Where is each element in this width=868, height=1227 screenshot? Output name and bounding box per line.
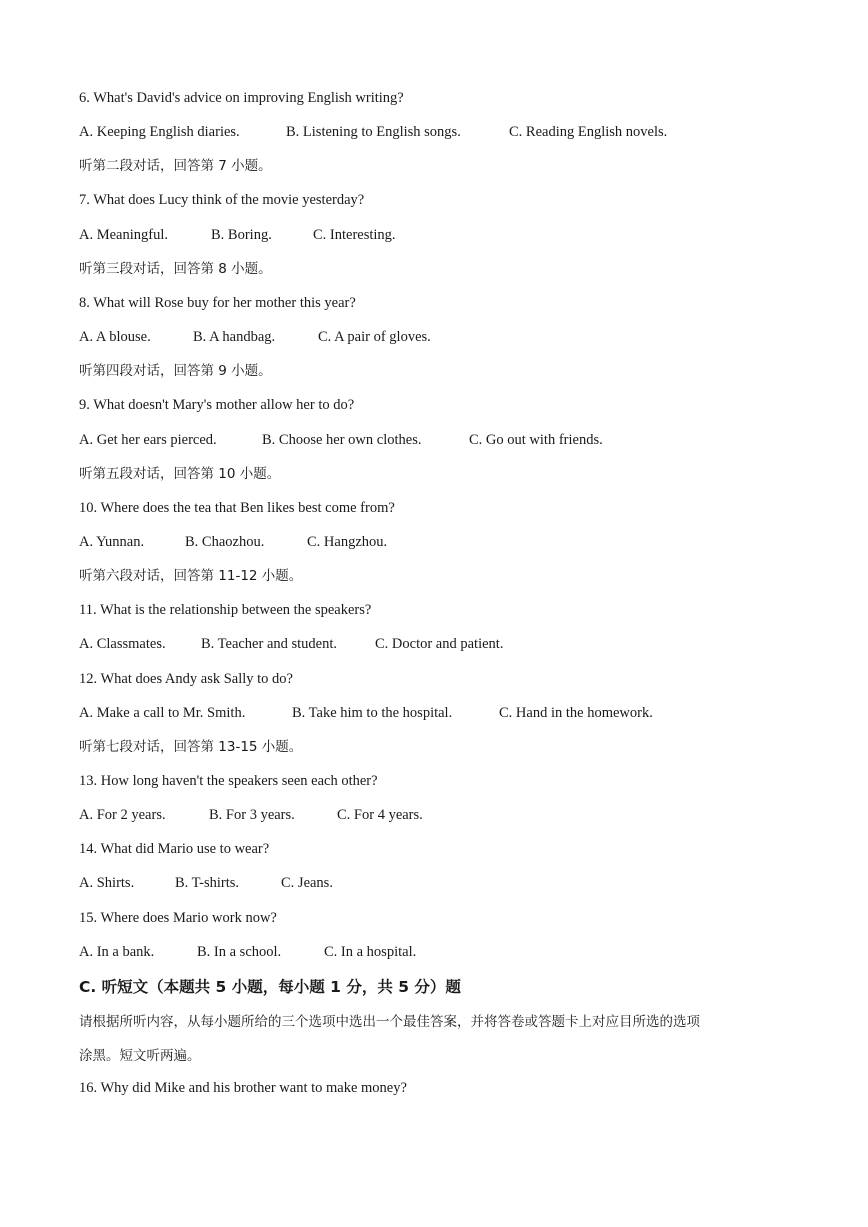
section-instruction: 听第六段对话，回答第 11-12 小题。 — [79, 568, 303, 584]
option-b: B. T-shirts. — [175, 875, 240, 891]
section-instruction: 听第二段对话，回答第 7 小题。 — [79, 158, 272, 174]
option-a: A. A blouse. — [79, 329, 151, 345]
option-b: B. Listening to English songs. — [286, 124, 461, 140]
option-a: A. In a bank. — [79, 944, 155, 960]
option-c: C. Hangzhou. — [307, 534, 388, 550]
question-text: 13. How long haven't the speakers seen each other? — [79, 773, 378, 789]
option-b: B. Choose her own clothes. — [262, 432, 422, 448]
option-c: C. For 4 years. — [337, 807, 423, 823]
question-text: 11. What is the relationship between the speakers? — [79, 602, 372, 618]
question-text: 9. What doesn't Mary's mother allow her to do? — [79, 397, 355, 413]
option-c: C. Interesting. — [313, 227, 396, 243]
question-text: 15. Where does Mario work now? — [79, 910, 277, 926]
option-b: B. Chaozhou. — [185, 534, 265, 550]
option-c: C. Reading English novels. — [509, 124, 668, 140]
section-c-instruction-line2: 涂黑。短文听两遍。 — [79, 1048, 201, 1064]
section-instruction: 听第三段对话，回答第 8 小题。 — [79, 261, 272, 277]
option-a: A. Yunnan. — [79, 534, 145, 550]
section-instruction: 听第五段对话，回答第 10 小题。 — [79, 466, 281, 482]
question-16: 16. Why did Mike and his brother want to make money? — [79, 1080, 407, 1096]
option-b: B. Teacher and student. — [201, 636, 338, 652]
question-text: 14. What did Mario use to wear? — [79, 841, 270, 857]
option-a: A. Meaningful. — [79, 227, 168, 243]
option-b: B. A handbag. — [193, 329, 276, 345]
question-text: 7. What does Lucy think of the movie yesterday? — [79, 192, 365, 208]
option-a: A. Shirts. — [79, 875, 135, 891]
section-instruction: 听第七段对话，回答第 13-15 小题。 — [79, 739, 303, 755]
option-b: B. In a school. — [197, 944, 282, 960]
option-a: A. For 2 years. — [79, 807, 166, 823]
option-c: C. A pair of gloves. — [318, 329, 431, 345]
option-c: C. Doctor and patient. — [375, 636, 504, 652]
question-text: 8. What will Rose buy for her mother this year? — [79, 295, 356, 311]
question-text: 6. What's David's advice on improving English writing? — [79, 90, 404, 106]
option-c: C. Go out with friends. — [469, 432, 603, 448]
option-b: B. Boring. — [211, 227, 272, 243]
option-c: C. In a hospital. — [324, 944, 417, 960]
section-instruction: 听第四段对话，回答第 9 小题。 — [79, 363, 272, 379]
question-text: 12. What does Andy ask Sally to do? — [79, 671, 293, 687]
question-text: 10. Where does the tea that Ben likes best come from? — [79, 500, 395, 516]
option-b: B. Take him to the hospital. — [292, 705, 453, 721]
option-b: B. For 3 years. — [209, 807, 295, 823]
option-a: A. Keeping English diaries. — [79, 124, 240, 140]
option-a: A. Make a call to Mr. Smith. — [79, 705, 246, 721]
option-c: C. Jeans. — [281, 875, 333, 891]
option-a: A. Get her ears pierced. — [79, 432, 217, 448]
section-c-instruction-line1: 请根据所听内容，从每小题所给的三个选项中选出一个最佳答案，并将答卷或答题卡上对应目所选的选项 — [79, 1014, 700, 1030]
option-c: C. Hand in the homework. — [499, 705, 653, 721]
section-c-title: C. 听短文（本题共 5 小题，每小题 1 分，共 5 分）题 — [79, 978, 461, 996]
option-a: A. Classmates. — [79, 636, 166, 652]
